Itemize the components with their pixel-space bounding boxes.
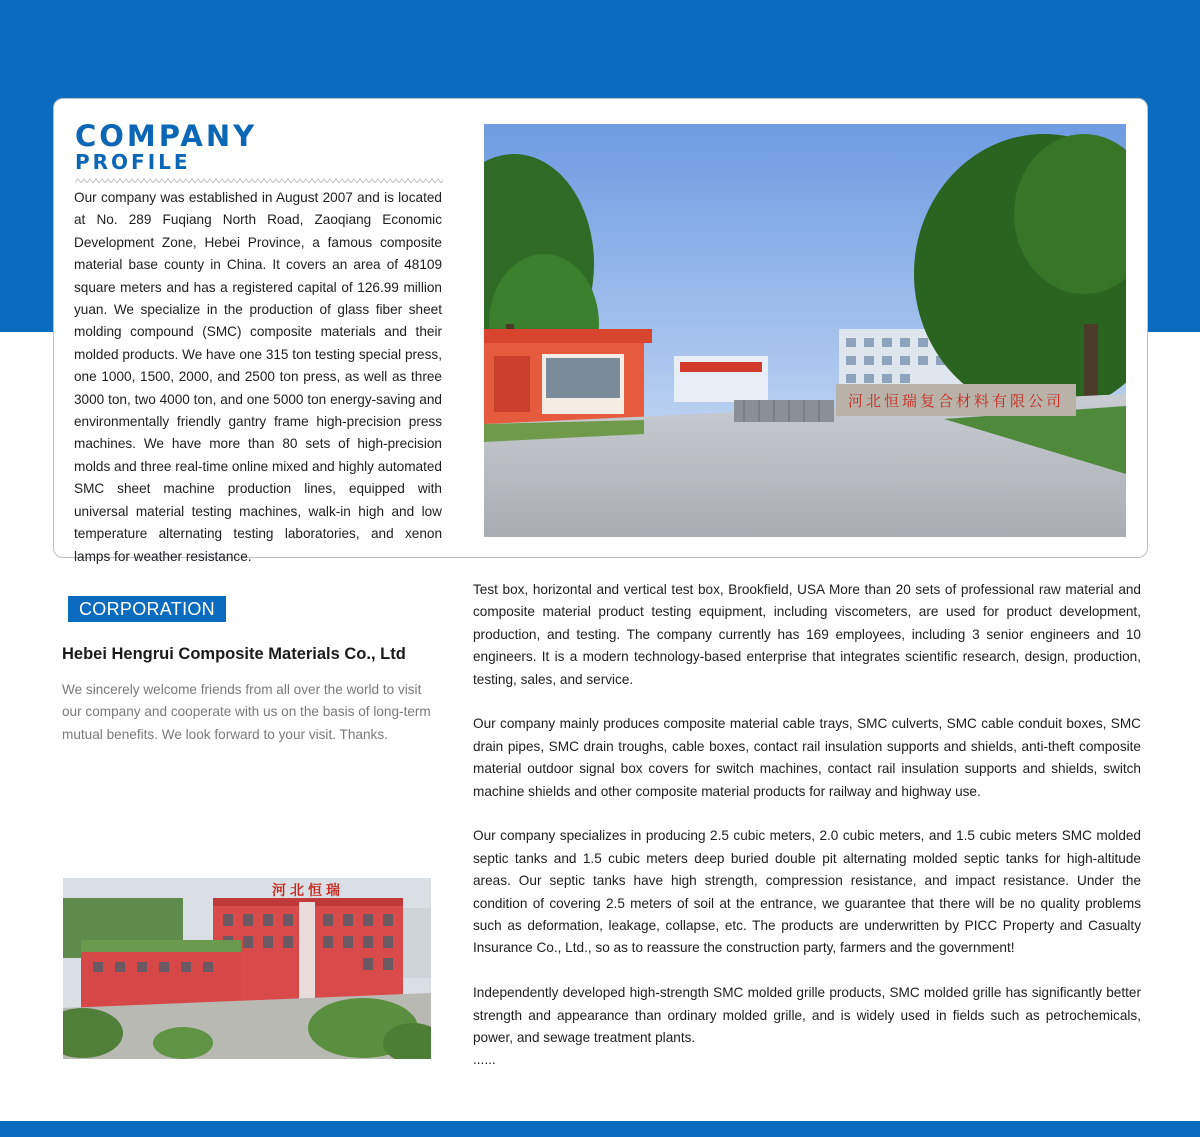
company-name: Hebei Hengrui Composite Materials Co., Ltd bbox=[62, 645, 406, 663]
company-sign-text: 河北恒瑞复合材料有限公司 bbox=[847, 392, 1065, 410]
detail-paragraph: Independently developed high-strength SMC molded grille products, SMC molded grille has significantly better strength and appearance than ordinary molded grille, and is widely used in fields such as petrochemicals, power, and sewage treatment plants. bbox=[473, 985, 1141, 1046]
title-underline bbox=[75, 178, 443, 184]
profile-title: COMPANY bbox=[75, 119, 258, 153]
factory-gate-photo bbox=[484, 124, 1126, 537]
roof-sign-text: 河北恒瑞 bbox=[272, 883, 344, 899]
detail-ellipsis: ...... bbox=[473, 1052, 496, 1068]
company-details bbox=[473, 579, 1141, 1072]
detail-paragraph: Our company specializes in producing 2.5 cubic meters, 2.0 cubic meters, and 1.5 cubic meters SMC molded septic tanks and 1.5 cubic meters deep buried double pit alternating molded septic tanks for high-altitude areas. Our septic tanks have high strength, compression resistance, and impact resistance. Under the condition of covering 2.5 meters of soil at the entrance, we guarantee that there will be no quality problems such as deformation, leakage, collapse, etc. The products are underwritten by PICC Property and Casualty Insurance Co., Ltd., so as to reassure the construction party, farmers and the government! bbox=[473, 828, 1141, 956]
footer-band bbox=[0, 1121, 1200, 1137]
detail-paragraph: Our company mainly produces composite material cable trays, SMC culverts, SMC cable conduit boxes, SMC drain pipes, SMC drain troughs, cable boxes, contact rail insulation supports and shields, anti-theft composite material outdoor signal box covers for switch machines, contact rail insulation supports and shields, switch machine shields and other composite material products for railway and highway use. bbox=[473, 716, 1141, 799]
welcome-message: We sincerely welcome friends from all over the world to visit our company and cooperate with us on the basis of long-term mutual benefits. We look forward to your visit. Thanks. bbox=[62, 682, 431, 742]
profile-description: Our company was established in August 2007 and is located at No. 289 Fuqiang North Road, Zaoqiang Economic Development Zone, Hebei Province, a famous composite material base county in China. It covers an area of 48109 square meters and has a registered capital of 126.99 million yuan. We specialize in the production of glass fiber sheet molding compound (SMC) composite materials and their molded products. We have one 315 ton testing special press, one 1000, 1500, 2000, and 2500 ton press, as well as three 3000 ton, two 4000 ton, and one 5000 ton energy-saving and environmentally friendly gantry frame high-precision press machines. We have more than 80 sets of high-precision molds and three real-time online mixed and highly automated SMC sheet machine production lines, equipped with universal material testing machines, walk-in high and low temperature alternating testing laboratories, and xenon lamps for weather resistance. bbox=[74, 190, 442, 564]
profile-subtitle: PROFILE bbox=[75, 150, 191, 174]
corporation-badge: CORPORATION bbox=[68, 596, 226, 622]
detail-paragraph: Test box, horizontal and vertical test box, Brookfield, USA More than 20 sets of professional raw material and composite material product testing equipment, including viscometers, are used for product development, production, and testing. The company currently has 169 employees, including 3 senior engineers and 10 engineers. It is a modern technology-based enterprise that integrates scientific research, design, production, testing, sales, and service. bbox=[473, 582, 1141, 687]
office-building-photo bbox=[63, 878, 431, 1059]
company-profile-card bbox=[53, 98, 1148, 564]
